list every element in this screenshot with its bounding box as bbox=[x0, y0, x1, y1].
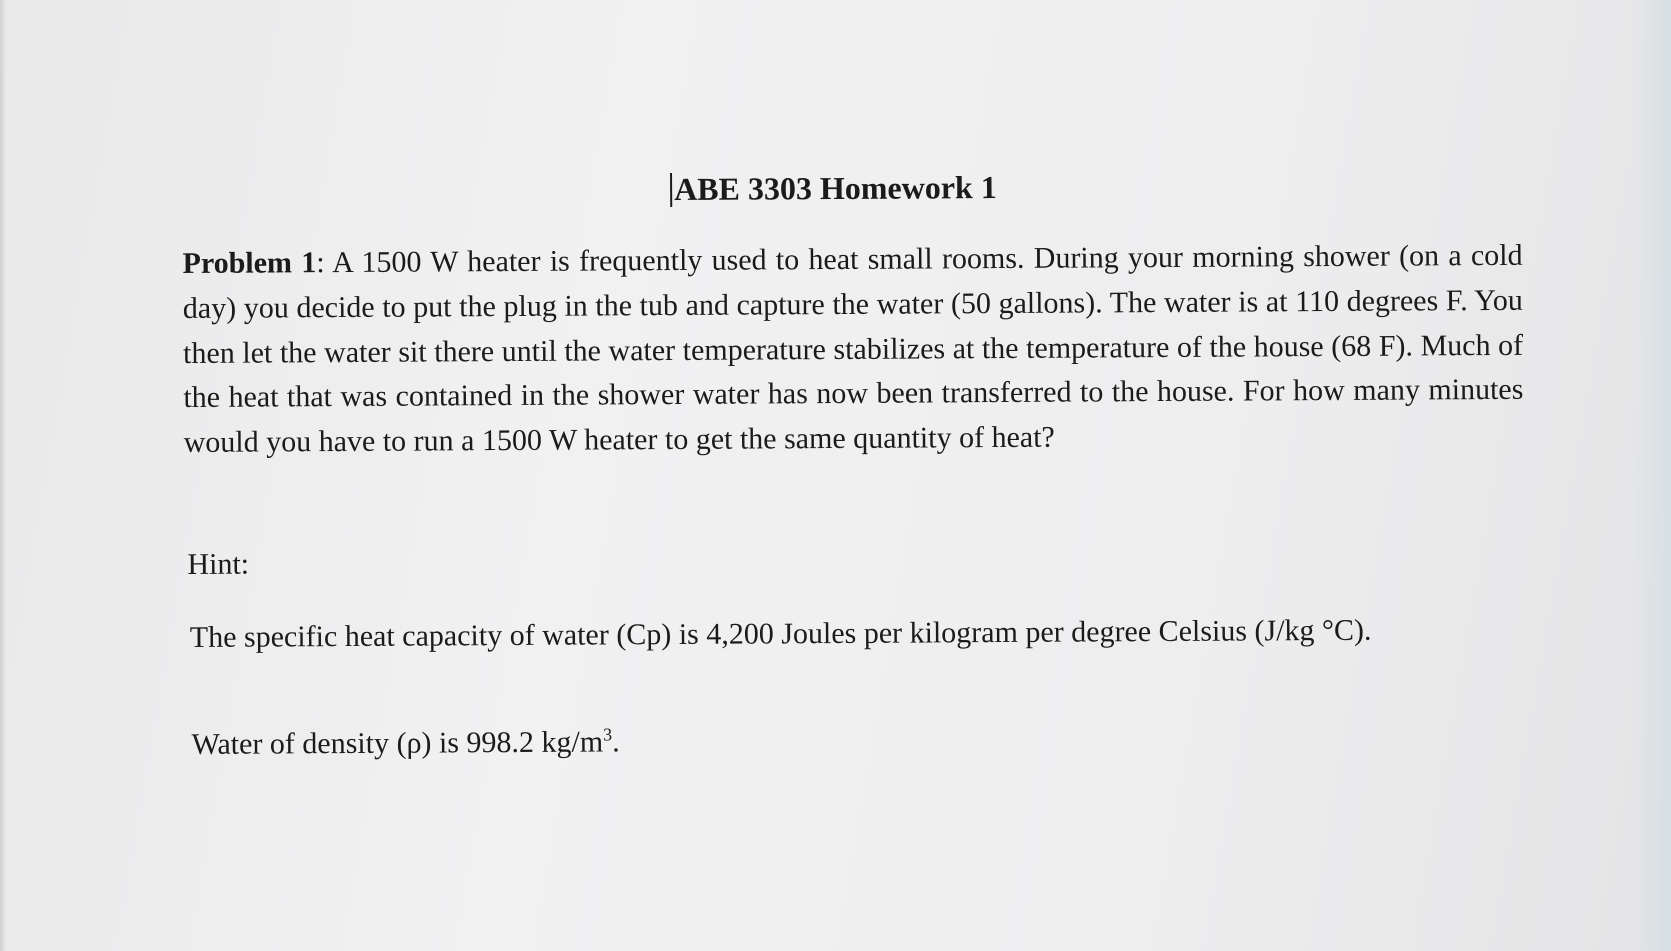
problem-paragraph bbox=[182, 234, 1523, 466]
hint-density bbox=[191, 725, 619, 762]
problem-label: Problem 1 bbox=[182, 246, 317, 280]
hint-label: Hint: bbox=[187, 547, 250, 581]
density-exponent: 3 bbox=[603, 724, 613, 745]
hint-specific-heat: The specific heat capacity of water (Cp) is 4,200 Joules per kilogram per degree Celsius (J/kg °C). bbox=[189, 613, 1372, 654]
document-page bbox=[182, 162, 1524, 761]
screen-edge bbox=[0, 0, 6, 951]
density-text: Water of density (ρ) is 998.2 kg/m bbox=[191, 725, 604, 761]
text-cursor bbox=[670, 173, 672, 207]
density-end: . bbox=[612, 725, 620, 759]
screen-edge-right bbox=[1631, 0, 1671, 951]
problem-text: : A 1500 W heater is frequently used to heat small rooms. During your morning shower (on a cold day) you decide to put the plug in the tub and capture the water (50 gallons). The water is at 110 degrees F. You then let the water sit there until the water temperature stabilizes at the temperature of the house (68 F). Much of the heat that was contained in the shower water has now been transferred to the house. For how many minutes would you have to run a 1500 W heater to get the same quantity of heat? bbox=[182, 238, 1524, 460]
document-title bbox=[670, 169, 997, 208]
title-text: ABE 3303 Homework 1 bbox=[674, 169, 997, 207]
